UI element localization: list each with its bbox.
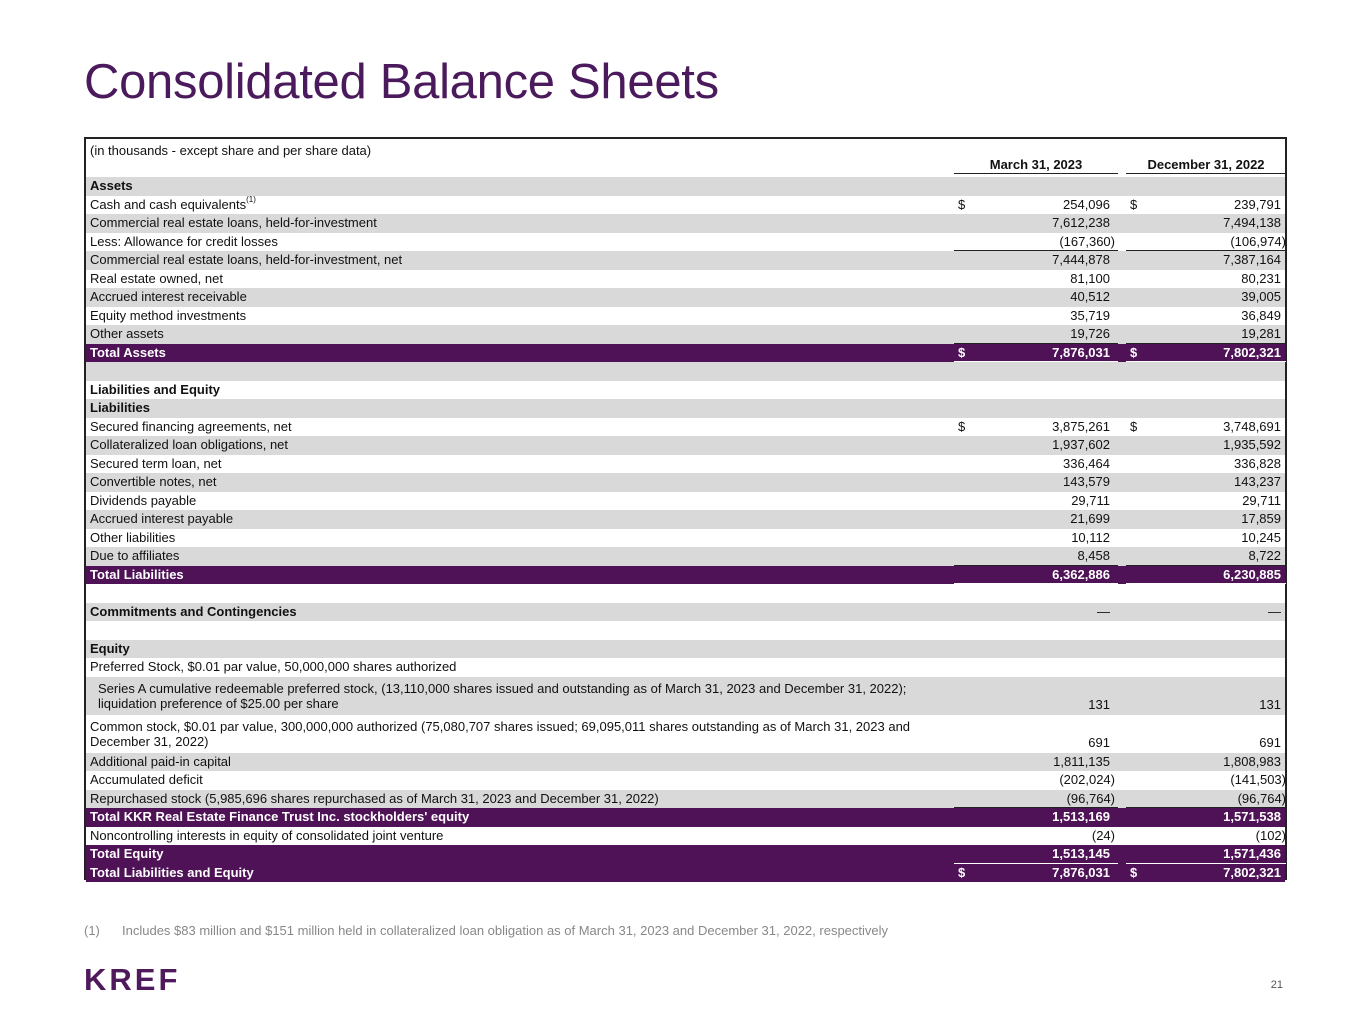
- section-header-equity: Equity: [86, 640, 1285, 659]
- footnote: [84, 923, 888, 938]
- spacer-row: [86, 584, 1285, 603]
- table-row: Preferred Stock, $0.01 par value, 50,000,000 shares authorized: [90, 659, 457, 674]
- table-row: Due to affiliates 8,458 8,722: [86, 547, 1285, 566]
- table-row: Repurchased stock (5,985,696 shares repurchased as of March 31, 2023 and December 31, 2022) (96,764) (96,764): [86, 790, 1285, 809]
- table-row: Commitments and Contingencies — —: [86, 603, 1285, 622]
- section-header-assets: Assets: [86, 177, 1285, 196]
- table-row: Additional paid-in capital 1,811,135 1,808,983: [86, 753, 1285, 772]
- table-row: Accrued interest receivable 40,512 39,005: [86, 288, 1285, 307]
- table-row: Equity method investments 35,719 36,849: [90, 307, 1281, 323]
- table-row: Noncontrolling interests in equity of consolidated joint venture (24) (102): [90, 827, 1286, 843]
- table-row: Commercial real estate loans, held-for-investment 7,612,238 7,494,138: [86, 214, 1285, 233]
- page-title: Consolidated Balance Sheets: [84, 55, 719, 109]
- table-row: Collateralized loan obligations, net 1,937,602 1,935,592: [86, 436, 1285, 455]
- section-header-liabilities-equity: Liabilities and Equity: [90, 381, 221, 397]
- total-row-assets: Total Assets $ 7,876,031 $ 7,802,321: [86, 344, 1285, 363]
- table-row: Dividends payable 29,711 29,711: [90, 492, 1281, 508]
- page-number: 21: [1270, 979, 1283, 991]
- table-row: Series A cumulative redeemable preferred stock, (13,110,000 shares issued and outstanding as of March 31, 2023 and December 31, 2022); liquidation preference of $25.00 per share 131 131: [86, 677, 1285, 715]
- spacer-row: [86, 362, 1285, 381]
- table-header: [86, 139, 1285, 177]
- total-row-liabilities: Total Liabilities 6,362,886 6,230,885: [86, 566, 1285, 585]
- footnote-marker: (1): [84, 923, 100, 938]
- table-row: Less: Allowance for credit losses (167,360) (106,974): [86, 233, 1285, 252]
- table-row: Other liabilities 10,112 10,245: [90, 529, 1281, 545]
- total-row-liabilities-and-equity: Total Liabilities and Equity $ 7,876,031 $ 7,802,321: [86, 864, 1285, 883]
- table-row: Real estate owned, net 81,100 80,231: [90, 270, 1281, 286]
- kref-logo: KREF: [84, 962, 181, 997]
- balance-sheet-table: [84, 137, 1287, 880]
- spacer-row: [86, 621, 1285, 640]
- footnote-text: Includes $83 million and $151 million held in collateralized loan obligation as of March 31, 2023 and December 31, 2022, respectively: [122, 923, 889, 938]
- total-row-stockholders-equity: Total KKR Real Estate Finance Trust Inc. stockholders' equity 1,513,169 1,571,538: [86, 808, 1285, 827]
- table-row: Common stock, $0.01 par value, 300,000,000 authorized (75,080,707 shares issued; 69,095,011 shares outstanding as of March 31, 2023 and December 31, 2022) 691 691: [90, 718, 1281, 750]
- table-row: Accumulated deficit (202,024) (141,503): [90, 772, 1286, 787]
- footnote-ref: (1): [246, 195, 256, 205]
- units-note: (in thousands - except share and per share data): [90, 143, 372, 158]
- table-row: Cash and cash equivalents$^{(1)}$ $ 254,096 $ 239,791: [90, 195, 1281, 212]
- table-row: Secured term loan, net 336,464 336,828: [90, 455, 1281, 471]
- section-header-liabilities: Liabilities: [86, 399, 1285, 418]
- table-row: Accrued interest payable 21,699 17,859: [86, 510, 1285, 529]
- column-header-march-2023: March 31, 2023: [954, 157, 1118, 172]
- table-row: Convertible notes, net 143,579 143,237: [86, 473, 1285, 492]
- column-header-december-2022: December 31, 2022: [1126, 157, 1286, 172]
- total-row-equity: Total Equity 1,513,145 1,571,436: [86, 845, 1285, 864]
- table-row: Commercial real estate loans, held-for-investment, net 7,444,878 7,387,164: [86, 251, 1285, 270]
- table-row: Other assets 19,726 19,281: [86, 325, 1285, 344]
- table-row: Secured financing agreements, net $ 3,875,261 $ 3,748,691: [90, 418, 1281, 434]
